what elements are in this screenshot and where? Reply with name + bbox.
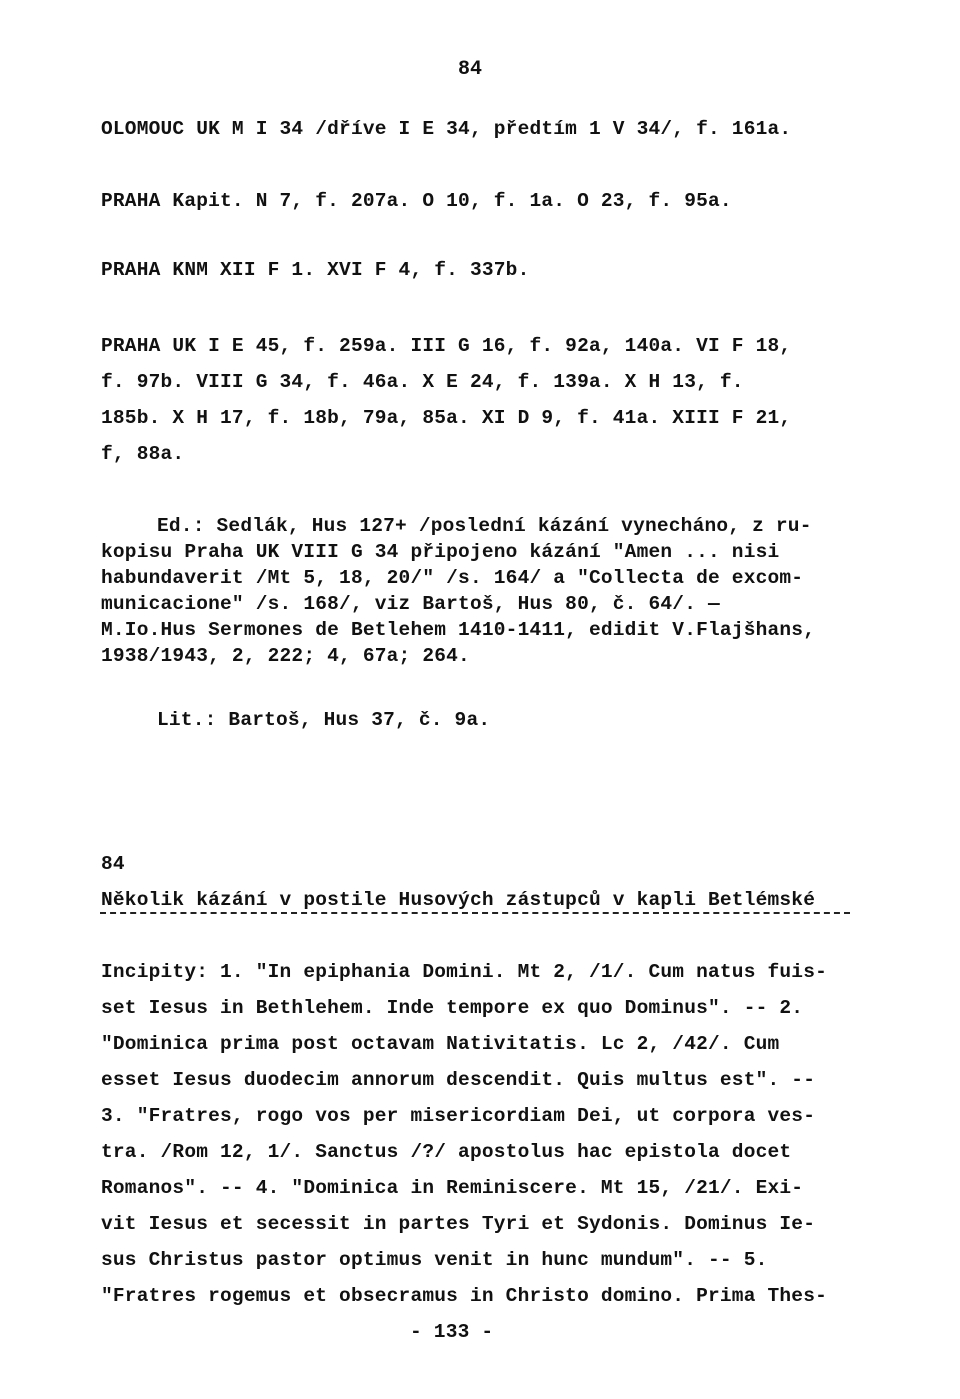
- incipit-line: vit Iesus et secessit in partes Tyri et Sydonis. Dominus Ie-: [101, 1213, 816, 1235]
- entry-title: Několik kázání v postile Husových zástupců v kapli Betlémské: [101, 889, 816, 911]
- incipit-line: "Fratres rogemus et obsecramus in Christo domino. Prima Thes-: [101, 1285, 828, 1307]
- title-dashed-underline: [100, 912, 850, 914]
- incipit-line: Romanos". -- 4. "Dominica in Reminiscere. Mt 15, /21/. Exi-: [101, 1177, 804, 1199]
- edition-line: Ed.: Sedlák, Hus 127+ /poslední kázání vynecháno, z ru-: [157, 515, 812, 537]
- literature-line: Lit.: Bartoš, Hus 37, č. 9a.: [157, 709, 491, 731]
- edition-line: municacione" /s. 168/, viz Bartoš, Hus 80, č. 64/. —: [101, 593, 720, 615]
- entry-number: 84: [101, 853, 125, 875]
- edition-line: habundaverit /Mt 5, 18, 20/" /s. 164/ a "Collecta de excom-: [101, 567, 804, 589]
- incipit-line: esset Iesus duodecim annorum descendit. Quis multus est". --: [101, 1069, 816, 1091]
- source-line-praha-uk: f. 97b. VIII G 34, f. 46a. X E 24, f. 139a. X H 13, f.: [101, 371, 744, 393]
- source-line-praha-uk: f, 88a.: [101, 443, 185, 465]
- edition-line: 1938/1943, 2, 222; 4, 67a; 264.: [101, 645, 470, 667]
- incipit-line: sus Christus pastor optimus venit in hunc mundum". -- 5.: [101, 1249, 768, 1271]
- footer-page-number: - 133 -: [410, 1321, 494, 1343]
- incipit-line: "Dominica prima post octavam Nativitatis. Lc 2, /42/. Cum: [101, 1033, 780, 1055]
- page-number: 84: [458, 58, 483, 81]
- incipit-line: tra. /Rom 12, 1/. Sanctus /?/ apostolus hac epistola docet: [101, 1141, 792, 1163]
- incipit-line: set Iesus in Bethlehem. Inde tempore ex quo Dominus". -- 2.: [101, 997, 804, 1019]
- incipit-line: 3. "Fratres, rogo vos per misericordiam Dei, ut corpora ves-: [101, 1105, 816, 1127]
- incipit-line: Incipity: 1. "In epiphania Domini. Mt 2, /1/. Cum natus fuis-: [101, 961, 828, 983]
- source-line-praha-uk: PRAHA UK I E 45, f. 259a. III G 16, f. 92a, 140a. VI F 18,: [101, 335, 792, 357]
- edition-line: M.Io.Hus Sermones de Betlehem 1410-1411, edidit V.Flajšhans,: [101, 619, 816, 641]
- source-line-praha-kapit: PRAHA Kapit. N 7, f. 207a. O 10, f. 1a. O 23, f. 95a.: [101, 190, 732, 212]
- source-line-praha-uk: 185b. X H 17, f. 18b, 79a, 85a. XI D 9, f. 41a. XIII F 21,: [101, 407, 792, 429]
- source-line-praha-knm: PRAHA KNM XII F 1. XVI F 4, f. 337b.: [101, 259, 530, 281]
- edition-line: kopisu Praha UK VIII G 34 připojeno kázání "Amen ... nisi: [101, 541, 780, 563]
- source-line-olomouc: OLOMOUC UK M I 34 /dříve I E 34, předtím 1 V 34/, f. 161a.: [101, 118, 792, 140]
